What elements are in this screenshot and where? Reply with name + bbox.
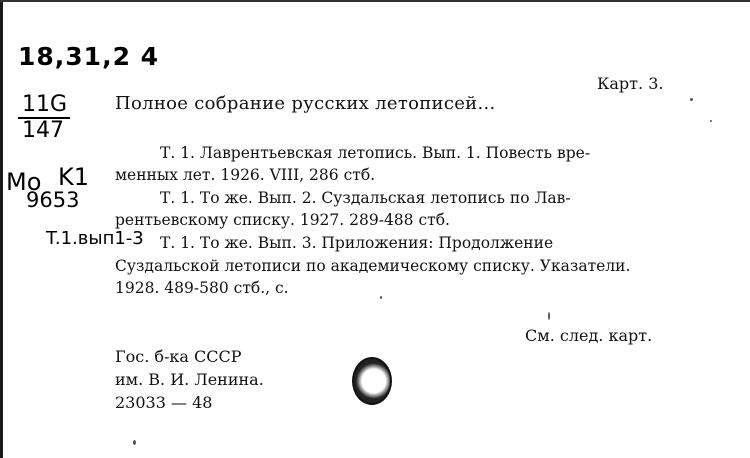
entry-line: Суздальской летописи по академическому списку. Указатели. bbox=[115, 257, 631, 275]
ink-speck bbox=[710, 120, 712, 122]
card-top-edge bbox=[0, 0, 750, 2]
card-left-edge bbox=[0, 0, 3, 458]
library-name: Гос. б-ка СССР bbox=[115, 347, 242, 366]
entry-line: Т. 1. Лаврентьевская летопись. Вып. 1. Повесть вре- bbox=[160, 144, 591, 162]
entry-line: Т. 1. То же. Вып. 3. Приложения: Продолжение bbox=[160, 234, 554, 252]
handwritten-inventory-prefix: Mo bbox=[6, 168, 42, 196]
ink-speck bbox=[690, 98, 693, 101]
handwritten-volume-issue: T.1.вып1-3 bbox=[46, 228, 144, 249]
handwritten-shelfmark: 18,31,2 4 bbox=[18, 42, 160, 71]
library-dedication: им. В. И. Ленина. bbox=[115, 370, 264, 389]
ink-speck bbox=[133, 440, 136, 445]
library-print-code: 23033 — 48 bbox=[115, 393, 213, 412]
entry-line: 1928. 489-580 стб., с. bbox=[115, 279, 289, 297]
entry-line: менных лет. 1926. VIII, 286 стб. bbox=[115, 166, 376, 184]
handwritten-fraction-bottom: 147 bbox=[22, 118, 64, 143]
ink-speck bbox=[380, 296, 382, 299]
card-number: Карт. 3. bbox=[597, 74, 664, 93]
handwritten-fraction-top: 11G bbox=[22, 92, 68, 117]
see-next-card: См. след. карт. bbox=[525, 326, 653, 345]
punch-hole bbox=[352, 357, 392, 405]
handwritten-inventory-b: 9653 bbox=[26, 188, 80, 212]
card-title: Полное собрание русских летописей... bbox=[115, 93, 496, 114]
entry-line: Т. 1. То же. Вып. 2. Суздальская летопись по Лав- bbox=[160, 189, 571, 207]
handwritten-inventory-a: K1 bbox=[58, 163, 90, 191]
entry-line: рентьевскому списку. 1927. 289-488 стб. bbox=[115, 211, 450, 229]
ink-speck bbox=[548, 312, 550, 320]
